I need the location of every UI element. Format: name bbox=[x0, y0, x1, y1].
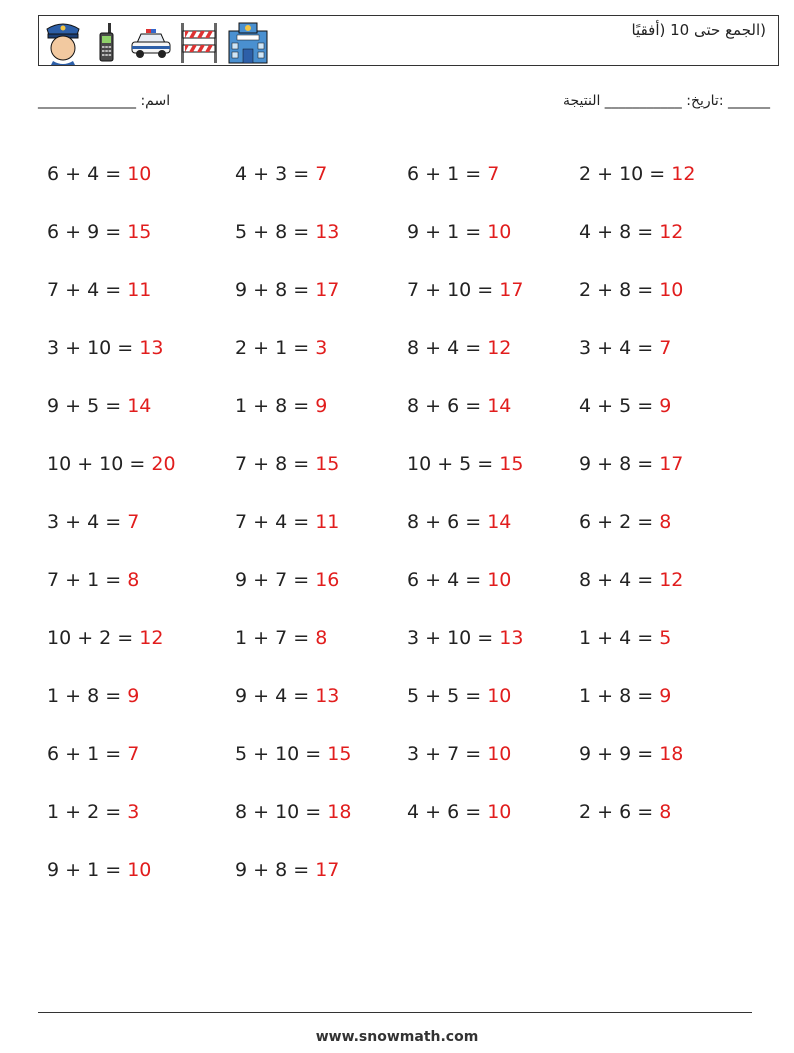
problem-expression: 9 + 5 = bbox=[47, 395, 128, 417]
problem-expression: 9 + 1 = bbox=[407, 221, 488, 243]
problem-answer: 11 bbox=[315, 511, 340, 533]
problem-answer: 17 bbox=[499, 279, 524, 301]
problem bbox=[579, 453, 749, 475]
problem-answer: 10 bbox=[487, 685, 512, 707]
problem bbox=[47, 511, 235, 533]
problem bbox=[579, 743, 749, 765]
problem bbox=[235, 221, 407, 243]
problem-answer: 13 bbox=[315, 221, 340, 243]
problem-answer: 10 bbox=[127, 859, 152, 881]
problem bbox=[235, 801, 407, 823]
problem-expression: 9 + 1 = bbox=[47, 859, 128, 881]
problem bbox=[579, 163, 749, 185]
worksheet-title: (الجمع حتى 10 (أفقيًا bbox=[631, 21, 766, 39]
problem-expression: 6 + 4 = bbox=[407, 569, 488, 591]
problem-expression: 4 + 6 = bbox=[407, 801, 488, 823]
problem bbox=[407, 279, 579, 301]
problem-answer: 18 bbox=[659, 743, 684, 765]
problem-answer: 17 bbox=[659, 453, 684, 475]
problem-answer: 8 bbox=[315, 627, 328, 649]
problem-answer: 14 bbox=[487, 395, 512, 417]
problem bbox=[235, 163, 407, 185]
problem bbox=[407, 627, 579, 649]
problem-row bbox=[47, 493, 767, 551]
problem bbox=[579, 337, 749, 359]
problem-answer: 7 bbox=[315, 163, 328, 185]
problem-expression: 1 + 8 = bbox=[235, 395, 316, 417]
problem-answer: 20 bbox=[151, 453, 176, 475]
problem-answer: 10 bbox=[487, 743, 512, 765]
problem-row bbox=[47, 261, 767, 319]
problem bbox=[407, 569, 579, 591]
problem bbox=[235, 395, 407, 417]
problem-expression: 1 + 8 = bbox=[47, 685, 128, 707]
problem bbox=[47, 163, 235, 185]
problem-expression: 2 + 10 = bbox=[579, 163, 672, 185]
problem-expression: 1 + 2 = bbox=[47, 801, 128, 823]
problem bbox=[579, 395, 749, 417]
problem-expression: 2 + 6 = bbox=[579, 801, 660, 823]
name-field: اسم: ______________ bbox=[38, 93, 171, 109]
problem bbox=[235, 859, 407, 881]
problem bbox=[579, 569, 749, 591]
problem-expression: 7 + 4 = bbox=[235, 511, 316, 533]
problem-answer: 10 bbox=[127, 163, 152, 185]
problem-expression: 6 + 1 = bbox=[407, 163, 488, 185]
problem-row bbox=[47, 725, 767, 783]
problem-row bbox=[47, 667, 767, 725]
problem bbox=[235, 569, 407, 591]
problem-expression: 3 + 10 = bbox=[407, 627, 500, 649]
problem-expression: 4 + 3 = bbox=[235, 163, 316, 185]
problem bbox=[47, 627, 235, 649]
problem bbox=[235, 511, 407, 533]
header-box bbox=[38, 15, 779, 66]
problem-answer: 10 bbox=[487, 569, 512, 591]
problem-answer: 3 bbox=[315, 337, 328, 359]
problem-expression: 10 + 5 = bbox=[407, 453, 500, 475]
problem-expression: 8 + 4 = bbox=[579, 569, 660, 591]
problem bbox=[47, 859, 235, 881]
problem-row bbox=[47, 435, 767, 493]
problem-answer: 7 bbox=[659, 337, 672, 359]
problem-expression: 2 + 8 = bbox=[579, 279, 660, 301]
problem bbox=[407, 163, 579, 185]
problem-expression: 7 + 8 = bbox=[235, 453, 316, 475]
problem-answer: 7 bbox=[127, 511, 140, 533]
problem-answer: 13 bbox=[315, 685, 340, 707]
problem bbox=[47, 337, 235, 359]
problem-expression: 6 + 4 = bbox=[47, 163, 128, 185]
problem-answer: 17 bbox=[315, 859, 340, 881]
problem bbox=[235, 627, 407, 649]
problem-expression: 1 + 4 = bbox=[579, 627, 660, 649]
problem bbox=[47, 801, 235, 823]
problem bbox=[407, 337, 579, 359]
problem-row bbox=[47, 841, 767, 899]
problem bbox=[47, 453, 235, 475]
problem-row bbox=[47, 377, 767, 435]
problem-row bbox=[47, 203, 767, 261]
problem-row bbox=[47, 551, 767, 609]
problem bbox=[407, 743, 579, 765]
problem-answer: 16 bbox=[315, 569, 340, 591]
problem-expression: 9 + 7 = bbox=[235, 569, 316, 591]
problem-expression: 3 + 4 = bbox=[579, 337, 660, 359]
problem-answer: 10 bbox=[487, 801, 512, 823]
problem-answer: 14 bbox=[127, 395, 152, 417]
problem bbox=[407, 221, 579, 243]
problem-expression: 4 + 5 = bbox=[579, 395, 660, 417]
problem-expression: 1 + 7 = bbox=[235, 627, 316, 649]
problem-answer: 12 bbox=[139, 627, 164, 649]
problem bbox=[47, 743, 235, 765]
problem-answer: 9 bbox=[659, 685, 672, 707]
problem-expression: 6 + 9 = bbox=[47, 221, 128, 243]
problem bbox=[47, 685, 235, 707]
problem-expression: 5 + 5 = bbox=[407, 685, 488, 707]
problem-answer: 12 bbox=[487, 337, 512, 359]
problem-answer: 7 bbox=[127, 743, 140, 765]
problem bbox=[579, 511, 749, 533]
problem-answer: 14 bbox=[487, 511, 512, 533]
problem-answer: 15 bbox=[315, 453, 340, 475]
police-station-icon bbox=[225, 19, 271, 65]
problem-answer: 9 bbox=[127, 685, 140, 707]
problem-answer: 15 bbox=[327, 743, 352, 765]
problem-row bbox=[47, 319, 767, 377]
problem-expression: 1 + 8 = bbox=[579, 685, 660, 707]
problem bbox=[235, 685, 407, 707]
problem-answer: 12 bbox=[659, 221, 684, 243]
problem-expression: 5 + 10 = bbox=[235, 743, 328, 765]
police-officer-icon bbox=[43, 19, 83, 65]
problem-answer: 17 bbox=[315, 279, 340, 301]
problem-answer: 7 bbox=[487, 163, 500, 185]
problem-expression: 8 + 6 = bbox=[407, 511, 488, 533]
problem-expression: 7 + 4 = bbox=[47, 279, 128, 301]
footer-divider bbox=[38, 1012, 752, 1013]
problem bbox=[579, 627, 749, 649]
problem bbox=[407, 395, 579, 417]
problem-expression: 8 + 10 = bbox=[235, 801, 328, 823]
problem-expression: 7 + 1 = bbox=[47, 569, 128, 591]
problem-answer: 12 bbox=[659, 569, 684, 591]
problem-expression: 9 + 8 = bbox=[579, 453, 660, 475]
problem-answer: 10 bbox=[659, 279, 684, 301]
road-barrier-icon bbox=[179, 19, 219, 65]
problem-expression: 10 + 10 = bbox=[47, 453, 152, 475]
problem bbox=[407, 801, 579, 823]
problem-answer: 15 bbox=[499, 453, 524, 475]
problem-answer: 13 bbox=[499, 627, 524, 649]
problem-answer: 8 bbox=[127, 569, 140, 591]
problem-answer: 5 bbox=[659, 627, 672, 649]
problem-expression: 4 + 8 = bbox=[579, 221, 660, 243]
problem-expression: 10 + 2 = bbox=[47, 627, 140, 649]
problem bbox=[579, 279, 749, 301]
header-icons bbox=[43, 19, 271, 65]
problem bbox=[579, 801, 749, 823]
problem-answer: 10 bbox=[487, 221, 512, 243]
problem-row bbox=[47, 145, 767, 203]
problem bbox=[47, 279, 235, 301]
problem bbox=[579, 221, 749, 243]
problem-answer: 3 bbox=[127, 801, 140, 823]
problem bbox=[407, 511, 579, 533]
problem-expression: 3 + 10 = bbox=[47, 337, 140, 359]
problem-expression: 9 + 4 = bbox=[235, 685, 316, 707]
problem-answer: 13 bbox=[139, 337, 164, 359]
problem bbox=[407, 685, 579, 707]
problem-expression: 3 + 4 = bbox=[47, 511, 128, 533]
footer-site: www.snowmath.com bbox=[315, 1029, 479, 1045]
problem-answer: 8 bbox=[659, 801, 672, 823]
problem bbox=[235, 453, 407, 475]
problem bbox=[47, 569, 235, 591]
problem-answer: 9 bbox=[315, 395, 328, 417]
problem-expression: 3 + 7 = bbox=[407, 743, 488, 765]
problem-answer: 18 bbox=[327, 801, 352, 823]
problem-answer: 15 bbox=[127, 221, 152, 243]
problem bbox=[235, 337, 407, 359]
problem bbox=[235, 279, 407, 301]
problem-expression: 2 + 1 = bbox=[235, 337, 316, 359]
problem-row bbox=[47, 609, 767, 667]
problem-expression: 8 + 6 = bbox=[407, 395, 488, 417]
problem-expression: 5 + 8 = bbox=[235, 221, 316, 243]
problem-answer: 11 bbox=[127, 279, 152, 301]
problem-row bbox=[47, 783, 767, 841]
problem bbox=[407, 453, 579, 475]
problem-answer: 8 bbox=[659, 511, 672, 533]
problem bbox=[235, 743, 407, 765]
problem-expression: 9 + 8 = bbox=[235, 859, 316, 881]
problem bbox=[47, 395, 235, 417]
problem-expression: 6 + 2 = bbox=[579, 511, 660, 533]
problem bbox=[579, 685, 749, 707]
problem bbox=[47, 221, 235, 243]
date-score-field: ______ :تاريخ: ___________ النتيجة bbox=[562, 93, 770, 109]
problem-expression: 7 + 10 = bbox=[407, 279, 500, 301]
problem-expression: 9 + 8 = bbox=[235, 279, 316, 301]
problem-expression: 9 + 9 = bbox=[579, 743, 660, 765]
walkie-talkie-icon bbox=[89, 19, 123, 65]
problem-answer: 9 bbox=[659, 395, 672, 417]
problem-expression: 6 + 1 = bbox=[47, 743, 128, 765]
problem-expression: 8 + 4 = bbox=[407, 337, 488, 359]
problem-answer: 12 bbox=[671, 163, 696, 185]
problems-grid bbox=[47, 145, 767, 899]
police-car-icon bbox=[129, 19, 173, 65]
